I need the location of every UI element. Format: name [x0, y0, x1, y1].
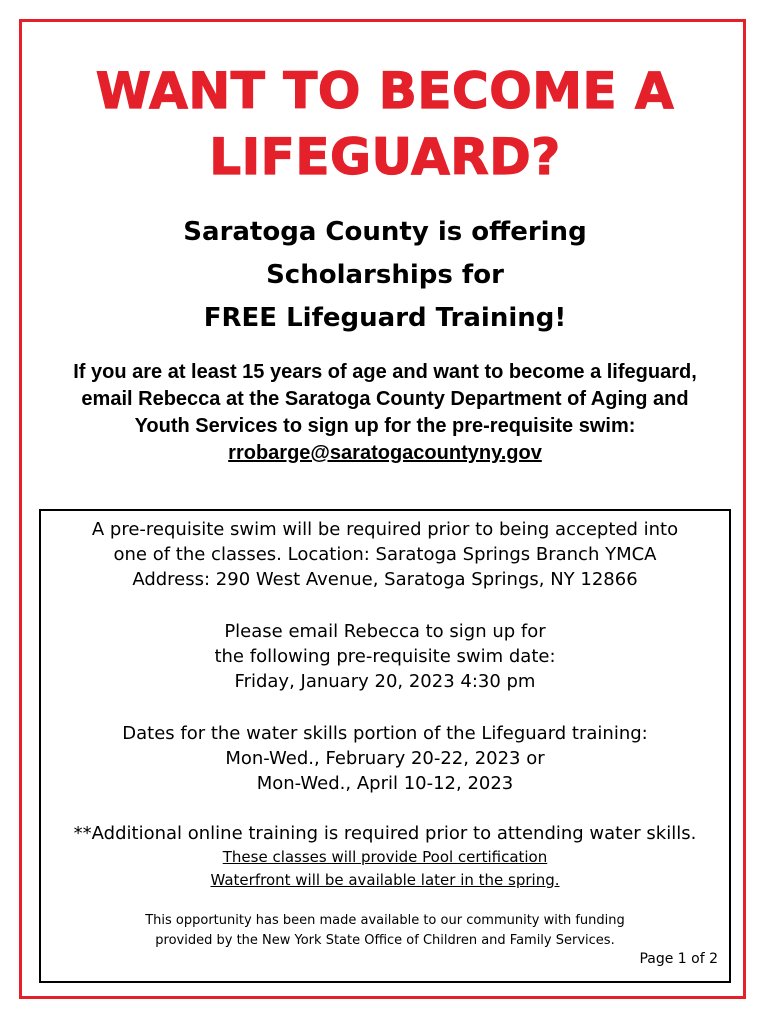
swim-date: Friday, January 20, 2023 4:30 pm — [234, 671, 536, 692]
location-line-2: one of the classes. Location: Saratoga Springs Branch YMCA — [113, 544, 657, 565]
subheadline-line-3: FREE Lifeguard Training! — [203, 303, 567, 333]
funding-line-2: provided by the New York State Office of Children and Family Services. — [155, 933, 615, 948]
headline-line-2: LIFEGUARD? — [209, 128, 561, 186]
water-skills-date-2: Mon-Wed., April 10-12, 2023 — [256, 773, 514, 794]
location-line-1: A pre-requisite swim will be required prior to being accepted into — [91, 519, 679, 540]
intro-line-3: Youth Services to sign up for the pre-requisite swim: — [134, 415, 636, 437]
address-line: Address: 290 West Avenue, Saratoga Springs, NY 12866 — [132, 569, 638, 590]
certification-line-1: These classes will provide Pool certification — [222, 848, 548, 866]
subheadline-line-1: Saratoga County is offering — [183, 217, 587, 247]
funding-line-1: This opportunity has been made available to our community with funding — [145, 913, 625, 928]
page-number: Page 1 of 2 — [639, 951, 718, 967]
water-skills-line-1: Dates for the water skills portion of the Lifeguard training: — [122, 723, 648, 744]
signup-line-1: Please email Rebecca to sign up for — [224, 621, 546, 642]
water-skills-date-1: Mon-Wed., February 20-22, 2023 or — [225, 748, 545, 769]
contact-email-link[interactable]: rrobarge@saratogacountyny.gov — [228, 442, 542, 464]
subheadline-line-2: Scholarships for — [266, 260, 504, 290]
certification-line-2: Waterfront will be available later in the spring. — [210, 871, 560, 889]
intro-line-1: If you are at least 15 years of age and want to become a lifeguard, — [73, 361, 697, 383]
online-training-note: **Additional online training is required prior to attending water skills. — [73, 823, 697, 844]
signup-line-2: the following pre-requisite swim date: — [214, 646, 556, 667]
intro-line-2: email Rebecca at the Saratoga County Department of Aging and — [81, 388, 689, 410]
headline-line-1: WANT TO BECOME A — [95, 62, 675, 120]
